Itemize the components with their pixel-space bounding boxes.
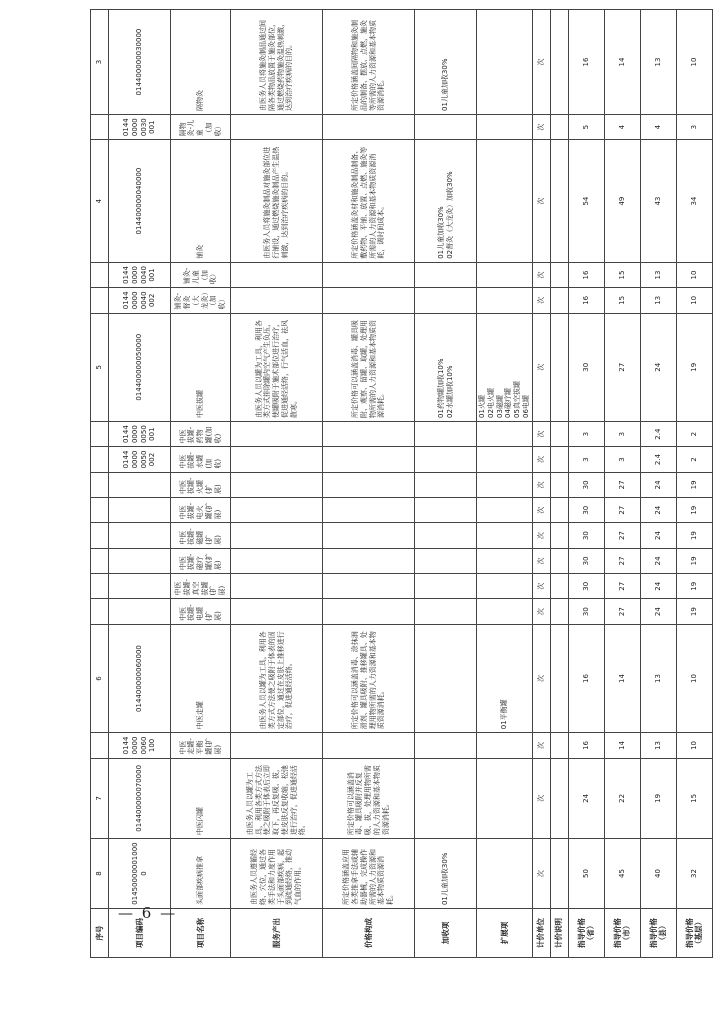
cell-note [550, 262, 568, 287]
cell-markup [415, 498, 477, 523]
cell-p2: 49 [604, 140, 640, 262]
cell-unit: 次 [532, 733, 550, 758]
cell-ext [477, 839, 533, 909]
cell-output [231, 421, 323, 446]
cell-p2: 27 [604, 498, 640, 523]
cell-seq [91, 599, 109, 624]
cell-p1: 30 [568, 548, 604, 573]
cell-markup: 01药物罐加收10% 02水罐加收10% [415, 313, 477, 421]
cell-seq [91, 548, 109, 573]
cell-markup [415, 262, 477, 287]
page-number: — 6 — [118, 904, 178, 922]
cell-p3: 13 [640, 262, 676, 287]
cell-p1: 16 [568, 262, 604, 287]
cell-seq [91, 288, 109, 313]
cell-p1: 16 [568, 624, 604, 732]
cell-unit: 次 [532, 288, 550, 313]
cell-p4: 19 [676, 599, 712, 624]
cell-name: 中医拔罐-磁罐(扩展) [171, 523, 231, 548]
cell-ext [477, 523, 533, 548]
cell-unit: 次 [532, 599, 550, 624]
cell-price-comp: 所定价格可以涵盖消毒、罐具吸附、观察、留罐、取罐，处理用物所需的人力资源和基本物质资源消耗。 [323, 313, 415, 421]
field-row-p-prov [568, 10, 604, 958]
cell-output [231, 288, 323, 313]
cell-markup [415, 548, 477, 573]
cell-p3: 2.4 [640, 421, 676, 446]
cell-name: 中医闪罐 [171, 758, 231, 838]
cell-code: 014400000050000 [109, 313, 171, 421]
cell-p4: 19 [676, 548, 712, 573]
cell-output [231, 733, 323, 758]
cell-code: 014400000050002 [109, 447, 171, 472]
cell-p3: 13 [640, 624, 676, 732]
cell-name: 铺灸 [171, 140, 231, 262]
cell-seq [91, 421, 109, 446]
cell-name: 中医拔罐-火罐(扩展) [171, 472, 231, 497]
cell-code [109, 523, 171, 548]
cell-price-comp [323, 262, 415, 287]
cell-price-comp [323, 548, 415, 573]
cell-p1: 30 [568, 599, 604, 624]
cell-p1: 30 [568, 472, 604, 497]
cell-output: 由医务人员将施灸制品对施灸部位进行铺设，通过燃烧施灸制品产生温热刺激，达到治疗疾病的目的。 [231, 140, 323, 262]
cell-p3: 24 [640, 599, 676, 624]
cell-ext [477, 115, 533, 140]
cell-p3: 43 [640, 140, 676, 262]
cell-p3: 24 [640, 548, 676, 573]
field-row-output [231, 10, 323, 958]
cell-p2: 45 [604, 839, 640, 909]
header-p-prov: 指导价格（省） [568, 909, 604, 958]
cell-ext [477, 447, 533, 472]
cell-ext [477, 498, 533, 523]
rotated-table-page [90, 10, 703, 958]
cell-note [550, 839, 568, 909]
cell-output [231, 574, 323, 599]
cell-note [550, 624, 568, 732]
cell-p1: 5 [568, 115, 604, 140]
header-p-county: 指导价格（县） [640, 909, 676, 958]
field-row-name [171, 10, 231, 958]
cell-p4: 34 [676, 140, 712, 262]
cell-note [550, 574, 568, 599]
cell-ext: 01火罐 02电火罐 03磁罐 04磁疗罐 05真空拔罐 06电罐 [477, 313, 533, 421]
cell-p4: 19 [676, 574, 712, 599]
cell-p3: 24 [640, 498, 676, 523]
cell-seq: 3 [91, 10, 109, 115]
cell-output [231, 447, 323, 472]
cell-code: 014400000040000 [109, 140, 171, 262]
field-row-price-comp [323, 10, 415, 958]
cell-code: 014400000030001 [109, 115, 171, 140]
cell-p3: 24 [640, 472, 676, 497]
cell-name: 中医拔罐 [171, 313, 231, 421]
cell-ext: 01平衡罐 [477, 624, 533, 732]
cell-p4: 15 [676, 758, 712, 838]
cell-name: 头面部疾病推拿 [171, 839, 231, 909]
cell-seq [91, 523, 109, 548]
field-row-seq [91, 10, 109, 958]
cell-output [231, 599, 323, 624]
cell-price-comp [323, 733, 415, 758]
cell-price-comp [323, 472, 415, 497]
cell-note [550, 758, 568, 838]
cell-p2: 27 [604, 523, 640, 548]
cell-note [550, 288, 568, 313]
cell-p4: 19 [676, 313, 712, 421]
cell-p2: 14 [604, 733, 640, 758]
cell-name: 中医拔罐-真空拔罐(扩展) [171, 574, 231, 599]
cell-code: 014400000070000 [109, 758, 171, 838]
cell-note [550, 472, 568, 497]
cell-ext [477, 262, 533, 287]
cell-code [109, 548, 171, 573]
cell-p1: 16 [568, 733, 604, 758]
cell-p2: 3 [604, 447, 640, 472]
cell-p1: 30 [568, 523, 604, 548]
header-note: 计价说明 [550, 909, 568, 958]
cell-note [550, 498, 568, 523]
cell-note [550, 523, 568, 548]
cell-output [231, 115, 323, 140]
cell-p2: 27 [604, 599, 640, 624]
field-row-unit [532, 10, 550, 958]
cell-note [550, 548, 568, 573]
cell-output [231, 262, 323, 287]
cell-note [550, 599, 568, 624]
cell-code: 014400000050001 [109, 421, 171, 446]
cell-p1: 3 [568, 421, 604, 446]
cell-unit: 次 [532, 548, 550, 573]
field-row-p-city [604, 10, 640, 958]
cell-price-comp [323, 498, 415, 523]
cell-price-comp: 所定价格可以涵盖消毒、涂抹润滑剂、罐具吸附、推移罐具、处理用物所需的人力资源和基本物质资源消耗。 [323, 624, 415, 732]
cell-unit: 次 [532, 839, 550, 909]
cell-output: 由医务人员以罐为工具，利用各类方式方法使之吸附于体表后立即取下，再反复吸、拔，使皮肤反复收缩，松弛进行治疗，促进通经活络。 [231, 758, 323, 838]
cell-p1: 54 [568, 140, 604, 262]
cell-output [231, 472, 323, 497]
cell-p2: 27 [604, 472, 640, 497]
header-p-city: 指导价格（市） [604, 909, 640, 958]
cell-code: 014400000030000 [109, 10, 171, 115]
cell-p4: 19 [676, 523, 712, 548]
cell-code: 014500000010000 [109, 839, 171, 909]
cell-p4: 2 [676, 447, 712, 472]
cell-p2: 3 [604, 421, 640, 446]
cell-seq [91, 574, 109, 599]
cell-name: 中医拔罐-磁疗罐(扩展) [171, 548, 231, 573]
cell-seq [91, 472, 109, 497]
cell-p4: 32 [676, 839, 712, 909]
cell-name: 铺灸-儿童（加收） [171, 262, 231, 287]
cell-p3: 13 [640, 10, 676, 115]
cell-ext [477, 733, 533, 758]
cell-price-comp: 所定价格涵盖灸材和施灸制品制备、敷药物、平铺、放置、点燃、施灸等所需的人力资源和基本物质资源消耗，调时间成本。 [323, 140, 415, 262]
cell-note [550, 140, 568, 262]
cell-p2: 15 [604, 288, 640, 313]
cell-output: 由医务人员将施灸制品通过间隔各类物品放置于施灸部位，通过燃烧药物施灸温热刺激，达到治疗疾病的目的。 [231, 10, 323, 115]
cell-output: 由医务人员以罐为工具，利用各类方式排除罐内空气产生负压，使罐吸附于施术部位进行治疗，促进通经活络，行气活血，祛风散寒。 [231, 313, 323, 421]
cell-output [231, 498, 323, 523]
cell-code: 014400000040002 [109, 288, 171, 313]
cell-p4: 19 [676, 498, 712, 523]
cell-output [231, 548, 323, 573]
cell-price-comp [323, 523, 415, 548]
header-output: 服务产出 [231, 909, 323, 958]
cell-p1: 50 [568, 839, 604, 909]
cell-unit: 次 [532, 262, 550, 287]
cell-note [550, 733, 568, 758]
field-row-code [109, 10, 171, 958]
cell-p2: 27 [604, 548, 640, 573]
header-price-comp: 价格构成 [323, 909, 415, 958]
cell-price-comp [323, 288, 415, 313]
cell-p3: 19 [640, 758, 676, 838]
cell-name: 隔物灸 [171, 10, 231, 115]
cell-unit: 次 [532, 313, 550, 421]
cell-p1: 16 [568, 288, 604, 313]
cell-ext [477, 574, 533, 599]
cell-p4: 10 [676, 288, 712, 313]
field-row-p-base [676, 10, 712, 958]
cell-markup [415, 624, 477, 732]
cell-price-comp [323, 447, 415, 472]
cell-p2: 22 [604, 758, 640, 838]
cell-name: 中医拔罐-电罐(扩展) [171, 599, 231, 624]
cell-name: 中医拔罐-电火罐(扩展) [171, 498, 231, 523]
field-row-ext [477, 10, 533, 958]
cell-ext [477, 758, 533, 838]
cell-markup [415, 421, 477, 446]
cell-seq: 5 [91, 313, 109, 421]
cell-p2: 15 [604, 262, 640, 287]
cell-price-comp: 所定价格可以涵盖消毒、罐具吸附并反复吸、拔，处理用物所需的人力资源和基本物质资源消耗。 [323, 758, 415, 838]
cell-unit: 次 [532, 472, 550, 497]
cell-code [109, 599, 171, 624]
cell-name: 中医拔罐-水罐(加收) [171, 447, 231, 472]
cell-price-comp [323, 421, 415, 446]
cell-p1: 30 [568, 574, 604, 599]
cell-p2: 14 [604, 624, 640, 732]
cell-seq: 4 [91, 140, 109, 262]
cell-unit: 次 [532, 10, 550, 115]
cell-p3: 4 [640, 115, 676, 140]
cell-unit: 次 [532, 115, 550, 140]
header-unit: 计价单位 [532, 909, 550, 958]
cell-seq [91, 262, 109, 287]
cell-code [109, 574, 171, 599]
cell-price-comp: 所定价格涵盖应用各类推拿手法或辅助器械，完成操作所需的人力资源和基本物质资源消耗。 [323, 839, 415, 909]
cell-unit: 次 [532, 574, 550, 599]
header-ext: 扩展项 [477, 909, 533, 958]
cell-p2: 27 [604, 574, 640, 599]
cell-name: 中医拔罐-药物罐(加收) [171, 421, 231, 446]
cell-code [109, 472, 171, 497]
header-code: 项目编码 [109, 909, 171, 958]
cell-output: 由医务人员以罐为工具，利用各类方式方法使之吸附于体表的固定部位，通过在皮肤上推移进行治疗，促进通经活络。 [231, 624, 323, 732]
cell-name: 隔物灸-儿童（加收） [171, 115, 231, 140]
cell-p3: 24 [640, 574, 676, 599]
cell-p3: 40 [640, 839, 676, 909]
cell-unit: 次 [532, 624, 550, 732]
cell-p3: 24 [640, 313, 676, 421]
cell-markup [415, 523, 477, 548]
cell-name: 中医走罐 [171, 624, 231, 732]
cell-seq [91, 498, 109, 523]
header-seq: 序号 [91, 909, 109, 958]
cell-output [231, 523, 323, 548]
cell-p4: 10 [676, 10, 712, 115]
cell-p1: 3 [568, 447, 604, 472]
cell-unit: 次 [532, 758, 550, 838]
cell-note [550, 313, 568, 421]
cell-ext [477, 472, 533, 497]
cell-note [550, 115, 568, 140]
cell-seq [91, 447, 109, 472]
cell-p2: 4 [604, 115, 640, 140]
cell-seq: 8 [91, 839, 109, 909]
cell-p3: 13 [640, 288, 676, 313]
cell-markup: 01儿童加收30% [415, 839, 477, 909]
field-row-note [550, 10, 568, 958]
cell-seq: 6 [91, 624, 109, 732]
field-row-markup [415, 10, 477, 958]
header-p-base: 指导价格（基层） [676, 909, 712, 958]
cell-code: 014400000060000 [109, 624, 171, 732]
cell-p4: 10 [676, 733, 712, 758]
cell-name: 中医走罐-平衡罐(扩展) [171, 733, 231, 758]
cell-p3: 24 [640, 523, 676, 548]
cell-markup [415, 447, 477, 472]
price-table [90, 9, 713, 958]
cell-note [550, 10, 568, 115]
cell-p1: 16 [568, 10, 604, 115]
cell-code: 014400000040001 [109, 262, 171, 287]
cell-p3: 13 [640, 733, 676, 758]
cell-markup [415, 599, 477, 624]
header-markup: 加收项 [415, 909, 477, 958]
cell-markup [415, 115, 477, 140]
cell-p4: 19 [676, 472, 712, 497]
header-name: 项目名称 [171, 909, 231, 958]
cell-p2: 27 [604, 313, 640, 421]
cell-unit: 次 [532, 498, 550, 523]
cell-p1: 30 [568, 498, 604, 523]
cell-p1: 30 [568, 313, 604, 421]
cell-ext [477, 599, 533, 624]
cell-p4: 10 [676, 262, 712, 287]
cell-unit: 次 [532, 523, 550, 548]
cell-price-comp [323, 574, 415, 599]
cell-p2: 14 [604, 10, 640, 115]
cell-code: 014400000060100 [109, 733, 171, 758]
cell-note [550, 447, 568, 472]
field-row-p-county [640, 10, 676, 958]
cell-p4: 10 [676, 624, 712, 732]
cell-unit: 次 [532, 421, 550, 446]
cell-seq: 7 [91, 758, 109, 838]
cell-markup [415, 288, 477, 313]
cell-output: 由医务人员遵循经络、穴位，通过各类手法和力度作用于头面部疾病，起到疏通经络，推动气血的作用。 [231, 839, 323, 909]
cell-p3: 2.4 [640, 447, 676, 472]
cell-p4: 3 [676, 115, 712, 140]
cell-name: 铺灸-督灸（大龙灸）（加收） [171, 288, 231, 313]
cell-ext [477, 421, 533, 446]
cell-price-comp: 所定价格涵盖间隔物和施灸制品的制备、摆放、点燃，施灸等所需的人力资源和基本物质资源消耗。 [323, 10, 415, 115]
cell-unit: 次 [532, 140, 550, 262]
cell-seq [91, 115, 109, 140]
cell-ext [477, 288, 533, 313]
cell-markup: 01儿童加收30% [415, 10, 477, 115]
cell-markup [415, 574, 477, 599]
cell-p4: 2 [676, 421, 712, 446]
cell-unit: 次 [532, 447, 550, 472]
cell-markup: 01儿童加收30% 02督灸（大龙灸）加收30% [415, 140, 477, 262]
cell-p1: 24 [568, 758, 604, 838]
cell-ext [477, 140, 533, 262]
cell-seq [91, 733, 109, 758]
cell-price-comp [323, 115, 415, 140]
cell-code [109, 498, 171, 523]
cell-price-comp [323, 599, 415, 624]
cell-note [550, 421, 568, 446]
cell-ext [477, 548, 533, 573]
cell-markup [415, 758, 477, 838]
cell-ext [477, 10, 533, 115]
cell-markup [415, 472, 477, 497]
cell-markup [415, 733, 477, 758]
